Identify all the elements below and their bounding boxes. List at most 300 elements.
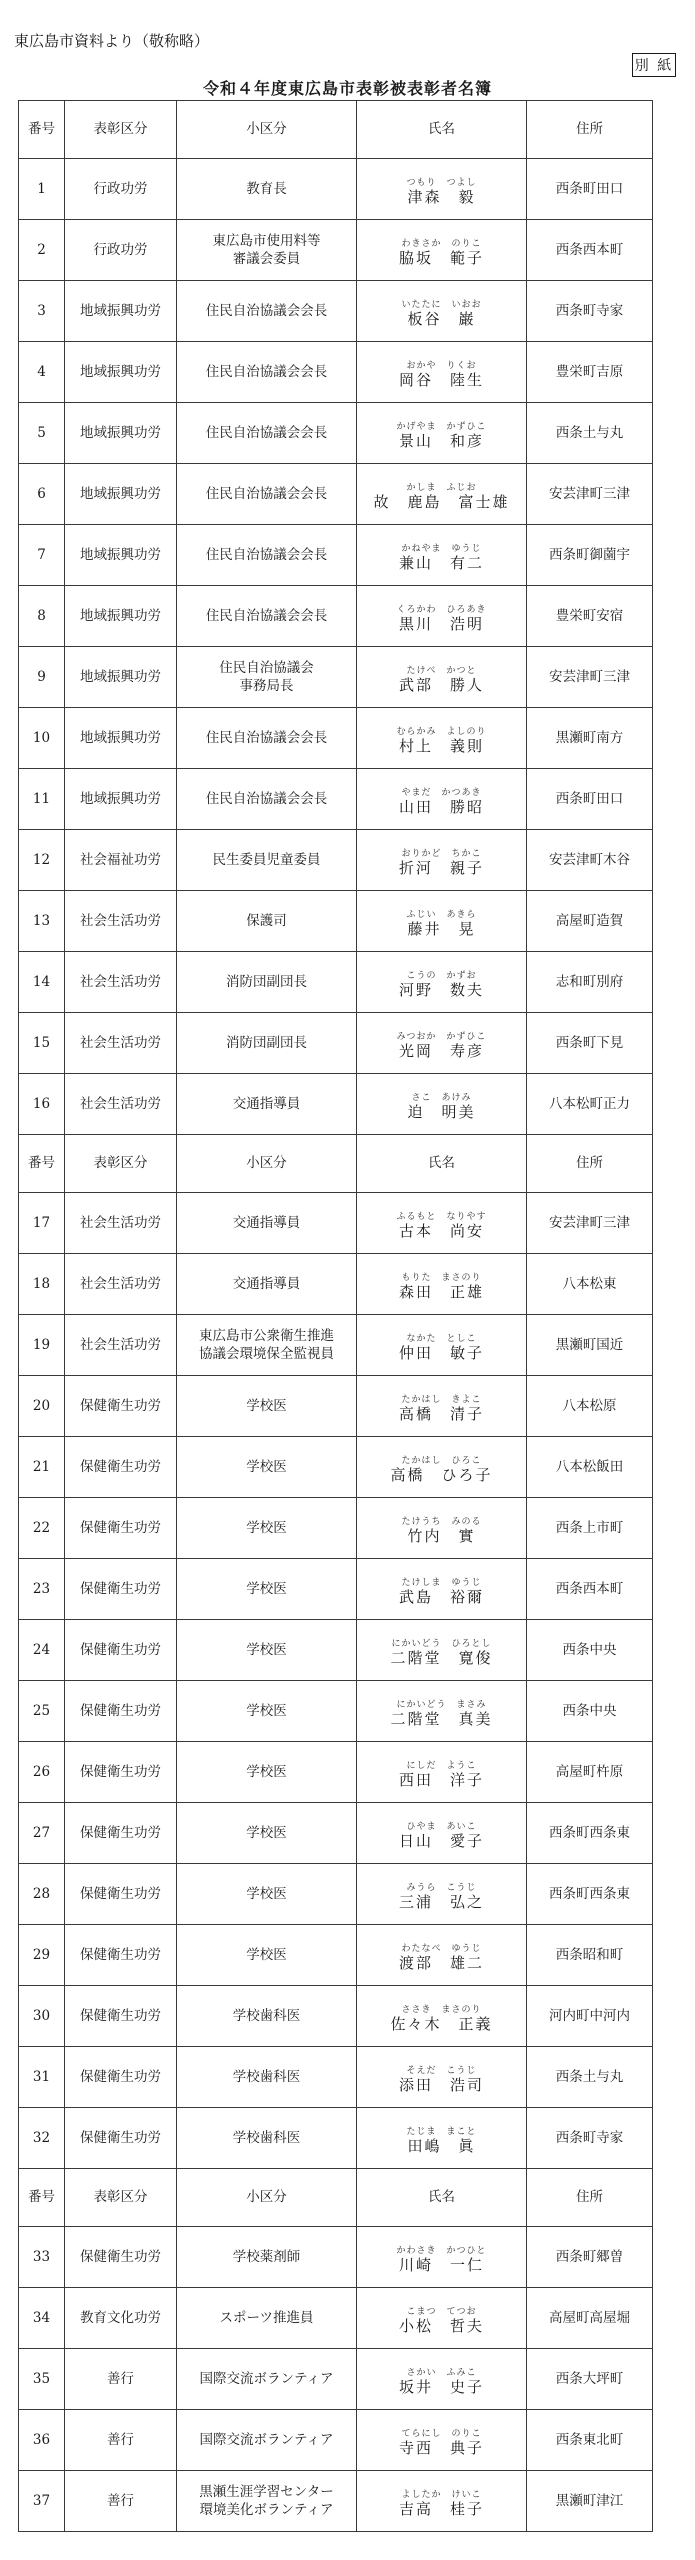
name-with-reading: [407, 1094, 475, 1120]
name-furigana: こうの かずお: [406, 971, 477, 982]
row-name-cell: [357, 1193, 527, 1254]
name-with-reading: [406, 179, 476, 205]
row-number: 4: [19, 342, 65, 403]
row-number: 27: [19, 1803, 65, 1864]
name-furigana: いたたに いおお: [401, 300, 482, 311]
name-furigana: てらにし のりこ: [401, 2429, 482, 2440]
name-furigana: やまだ かつあき: [401, 788, 482, 799]
row-address: 西条土与丸: [527, 2047, 653, 2108]
person-name: 兼山 有二: [398, 554, 484, 573]
row-subcategory: 交通指導員: [177, 1074, 357, 1135]
person-name: 仲田 敏子: [398, 1344, 484, 1363]
header-category: 表彰区分: [65, 2169, 177, 2227]
name-with-reading: [399, 1335, 484, 1361]
row-number: 30: [19, 1986, 65, 2047]
row-category: 地域振興功労: [65, 586, 177, 647]
person-name: 故 鹿島 富士雄: [373, 493, 510, 512]
row-category: 教育文化功労: [65, 2288, 177, 2349]
row-subcategory: 学校医: [177, 1742, 357, 1803]
row-address: 西条町西条東: [527, 1803, 653, 1864]
row-address: 西条大坪町: [527, 2349, 653, 2410]
row-number: 26: [19, 1742, 65, 1803]
name-with-reading: [399, 2369, 484, 2395]
row-address: 西条土与丸: [527, 403, 653, 464]
row-number: 1: [19, 159, 65, 220]
row-subcategory: 学校歯科医: [177, 2108, 357, 2169]
row-number: 35: [19, 2349, 65, 2410]
table-row: [19, 2471, 653, 2532]
row-number: 8: [19, 586, 65, 647]
person-name: 村上 義則: [398, 737, 484, 756]
row-category: 地域振興功労: [65, 708, 177, 769]
name-furigana: つもり つよし: [406, 178, 477, 189]
table-row: [19, 1437, 653, 1498]
header-subcategory: 小区分: [177, 101, 357, 159]
row-number: 16: [19, 1074, 65, 1135]
name-with-reading: [399, 972, 484, 998]
table-row: [19, 1620, 653, 1681]
header-category: 表彰区分: [65, 1135, 177, 1193]
name-with-reading: [396, 1213, 486, 1239]
table-header-row: [19, 1135, 653, 1193]
name-with-reading: [399, 1274, 484, 1300]
table-row: [19, 2288, 653, 2349]
name-furigana: ふじい あきら: [406, 910, 477, 921]
name-with-reading: [399, 545, 484, 571]
table-row: [19, 1376, 653, 1437]
table-row: [19, 1074, 653, 1135]
row-address: 西条東北町: [527, 2410, 653, 2471]
row-category: 保健衛生功労: [65, 1376, 177, 1437]
row-name-cell: [357, 1620, 527, 1681]
row-address: 黒瀬町国近: [527, 1315, 653, 1376]
row-name-cell: [357, 1074, 527, 1135]
row-category: 保健衛生功労: [65, 1498, 177, 1559]
row-address: 黒瀬町津江: [527, 2471, 653, 2532]
row-subcategory: 学校歯科医: [177, 2047, 357, 2108]
name-with-reading: [399, 2491, 484, 2517]
row-address: 八本松町正力: [527, 1074, 653, 1135]
name-with-reading: [399, 1396, 484, 1422]
table-row: [19, 952, 653, 1013]
table-row: [19, 586, 653, 647]
person-name: 西田 洋子: [398, 1771, 484, 1790]
table-row: [19, 2410, 653, 2471]
row-category: 社会生活功労: [65, 891, 177, 952]
row-name-cell: [357, 1315, 527, 1376]
row-address: 高屋町杵原: [527, 1742, 653, 1803]
row-category: 社会生活功労: [65, 1193, 177, 1254]
row-category: 保健衛生功労: [65, 2047, 177, 2108]
name-with-reading: [406, 2128, 476, 2154]
name-furigana: そえだ こうじ: [406, 2066, 477, 2077]
person-name: 山田 勝昭: [398, 798, 484, 817]
name-furigana: かげやま かずひこ: [396, 422, 487, 433]
table-row: [19, 2108, 653, 2169]
row-subcategory: 住民自治協議会会長: [177, 769, 357, 830]
name-furigana: ささき まさのり: [401, 2005, 482, 2016]
row-subcategory: 学校医: [177, 1681, 357, 1742]
header-name: 氏名: [357, 2169, 527, 2227]
row-address: 西条町郷曽: [527, 2227, 653, 2288]
header-name: 氏名: [357, 1135, 527, 1193]
name-with-reading: [399, 362, 484, 388]
person-name: 脇坂 範子: [398, 249, 484, 268]
table-row: [19, 159, 653, 220]
name-with-reading: [399, 850, 484, 876]
row-category: 地域振興功労: [65, 403, 177, 464]
name-furigana: むらかみ よしのり: [396, 727, 487, 738]
row-category: 保健衛生功労: [65, 1986, 177, 2047]
row-number: 37: [19, 2471, 65, 2532]
name-with-reading: [399, 1945, 484, 1971]
row-address: 安芸津町三津: [527, 1193, 653, 1254]
row-address: 西条西本町: [527, 220, 653, 281]
name-furigana: たかはし きよこ: [401, 1395, 482, 1406]
row-category: 地域振興功労: [65, 464, 177, 525]
row-name-cell: [357, 403, 527, 464]
row-category: 保健衛生功労: [65, 1864, 177, 1925]
row-subcategory: 学校医: [177, 1498, 357, 1559]
row-number: 9: [19, 647, 65, 708]
row-name-cell: [357, 2108, 527, 2169]
row-subcategory: 住民自治協議会会長: [177, 403, 357, 464]
person-name: 二階堂 真美: [390, 1710, 493, 1729]
person-name: 添田 浩司: [398, 2076, 484, 2095]
table-row: [19, 1013, 653, 1074]
name-with-reading: [401, 1518, 481, 1544]
person-name: 竹内 實: [407, 1527, 476, 1546]
name-with-reading: [390, 1701, 492, 1727]
row-category: 保健衛生功労: [65, 1681, 177, 1742]
row-number: 20: [19, 1376, 65, 1437]
name-furigana: よしたか けいこ: [401, 2490, 482, 2501]
row-subcategory: 住民自治協議会 事務局長: [177, 647, 357, 708]
row-number: 5: [19, 403, 65, 464]
name-furigana: みつおか かずひこ: [396, 1032, 487, 1043]
name-with-reading: [390, 1640, 492, 1666]
row-name-cell: [357, 2410, 527, 2471]
row-subcategory: 交通指導員: [177, 1193, 357, 1254]
row-name-cell: [357, 1376, 527, 1437]
table-row: [19, 220, 653, 281]
row-subcategory: 民生委員児童委員: [177, 830, 357, 891]
person-name: 岡谷 陸生: [398, 371, 484, 390]
awardee-table: [18, 100, 653, 2532]
row-address: 豊栄町吉原: [527, 342, 653, 403]
row-address: 八本松東: [527, 1254, 653, 1315]
person-name: 武島 裕爾: [398, 1588, 484, 1607]
row-name-cell: [357, 1498, 527, 1559]
row-address: 西条中央: [527, 1620, 653, 1681]
person-name: 藤井 晃: [407, 920, 476, 939]
person-name: 高橋 清子: [398, 1405, 484, 1424]
row-address: 豊栄町安宿: [527, 586, 653, 647]
row-number: 33: [19, 2227, 65, 2288]
person-name: 佐々木 正義: [390, 2015, 493, 2034]
row-category: 社会生活功労: [65, 1254, 177, 1315]
row-name-cell: [357, 1681, 527, 1742]
name-furigana: くろかわ ひろあき: [396, 605, 487, 616]
name-furigana: さかい ふみこ: [406, 2368, 477, 2379]
row-category: 社会生活功労: [65, 1315, 177, 1376]
table-row: [19, 1742, 653, 1803]
name-with-reading: [399, 667, 484, 693]
row-category: 保健衛生功労: [65, 2108, 177, 2169]
row-address: 西条西本町: [527, 1559, 653, 1620]
name-furigana: こまつ てつお: [406, 2307, 477, 2318]
table-row: [19, 830, 653, 891]
row-subcategory: 学校医: [177, 1437, 357, 1498]
row-name-cell: [357, 464, 527, 525]
row-name-cell: [357, 1254, 527, 1315]
row-address: 西条上市町: [527, 1498, 653, 1559]
person-name: 景山 和彦: [398, 432, 484, 451]
row-name-cell: [357, 2227, 527, 2288]
name-with-reading: [390, 1457, 492, 1483]
table-row: [19, 2349, 653, 2410]
row-category: 保健衛生功労: [65, 1742, 177, 1803]
row-category: 社会生活功労: [65, 952, 177, 1013]
row-number: 31: [19, 2047, 65, 2108]
row-number: 2: [19, 220, 65, 281]
row-number: 28: [19, 1864, 65, 1925]
name-with-reading: [399, 1884, 484, 1910]
person-name: 津森 毅: [407, 188, 476, 207]
name-with-reading: [399, 240, 484, 266]
row-name-cell: [357, 2349, 527, 2410]
row-subcategory: 住民自治協議会会長: [177, 586, 357, 647]
table-row: [19, 891, 653, 952]
row-number: 13: [19, 891, 65, 952]
table-row: [19, 1986, 653, 2047]
name-furigana: ふるもと なりやす: [396, 1212, 487, 1223]
row-name-cell: [357, 159, 527, 220]
row-category: 社会福祉功労: [65, 830, 177, 891]
row-name-cell: [357, 220, 527, 281]
row-category: 保健衛生功労: [65, 1437, 177, 1498]
row-number: 18: [19, 1254, 65, 1315]
person-name: 三浦 弘之: [398, 1893, 484, 1912]
row-number: 7: [19, 525, 65, 586]
row-name-cell: [357, 891, 527, 952]
row-subcategory: 学校医: [177, 1925, 357, 1986]
table-row: [19, 2047, 653, 2108]
person-name: 吉高 桂子: [398, 2500, 484, 2519]
row-category: 善行: [65, 2349, 177, 2410]
name-with-reading: [399, 1762, 484, 1788]
row-category: 保健衛生功労: [65, 1559, 177, 1620]
row-address: 志和町別府: [527, 952, 653, 1013]
row-number: 36: [19, 2410, 65, 2471]
name-furigana: にしだ ようこ: [406, 1761, 477, 1772]
person-name: 森田 正雄: [398, 1283, 484, 1302]
row-subcategory: 東広島市使用料等 審議会委員: [177, 220, 357, 281]
table-row: [19, 281, 653, 342]
name-furigana: かねやま ゆうじ: [401, 544, 482, 555]
header-name: 氏名: [357, 101, 527, 159]
row-name-cell: [357, 281, 527, 342]
name-furigana: にかいどう まさみ: [396, 1700, 487, 1711]
row-name-cell: [357, 952, 527, 1013]
row-category: 社会生活功労: [65, 1074, 177, 1135]
row-category: 行政功労: [65, 159, 177, 220]
table-row: [19, 525, 653, 586]
name-furigana: わたなべ ゆうじ: [401, 1944, 482, 1955]
row-address: 安芸津町木谷: [527, 830, 653, 891]
row-number: 21: [19, 1437, 65, 1498]
row-subcategory: 学校医: [177, 1620, 357, 1681]
person-name: 坂井 史子: [398, 2378, 484, 2397]
row-name-cell: [357, 525, 527, 586]
row-name-cell: [357, 1559, 527, 1620]
row-subcategory: 住民自治協議会会長: [177, 464, 357, 525]
row-subcategory: スポーツ推進員: [177, 2288, 357, 2349]
name-with-reading: [396, 728, 486, 754]
row-name-cell: [357, 647, 527, 708]
row-number: 32: [19, 2108, 65, 2169]
row-subcategory: 国際交流ボランティア: [177, 2410, 357, 2471]
row-name-cell: [357, 769, 527, 830]
name-furigana: みうら こうじ: [406, 1883, 477, 1894]
row-subcategory: 消防団副団長: [177, 1013, 357, 1074]
row-name-cell: [357, 1437, 527, 1498]
row-subcategory: 消防団副団長: [177, 952, 357, 1013]
name-with-reading: [401, 301, 481, 327]
row-name-cell: [357, 2471, 527, 2532]
row-name-cell: [357, 708, 527, 769]
row-category: 地域振興功労: [65, 342, 177, 403]
header-number: 番号: [19, 1135, 65, 1193]
table-row: [19, 647, 653, 708]
row-category: 善行: [65, 2471, 177, 2532]
row-name-cell: [357, 342, 527, 403]
person-name: 二階堂 寛俊: [390, 1649, 493, 1668]
table-row: [19, 1681, 653, 1742]
row-subcategory: 住民自治協議会会長: [177, 342, 357, 403]
table-row: [19, 1498, 653, 1559]
header-address: 住所: [527, 2169, 653, 2227]
row-category: 保健衛生功労: [65, 1620, 177, 1681]
row-subcategory: 住民自治協議会会長: [177, 708, 357, 769]
person-name: 光岡 寿彦: [398, 1042, 484, 1061]
person-name: 田嶋 眞: [407, 2137, 476, 2156]
row-address: 高屋町高屋堀: [527, 2288, 653, 2349]
row-address: 西条町寺家: [527, 281, 653, 342]
row-address: 西条町西条東: [527, 1864, 653, 1925]
row-subcategory: 学校医: [177, 1864, 357, 1925]
row-subcategory: 黒瀬生涯学習センター 環境美化ボランティア: [177, 2471, 357, 2532]
row-address: 西条町下見: [527, 1013, 653, 1074]
row-address: 西条町田口: [527, 769, 653, 830]
row-subcategory: 国際交流ボランティア: [177, 2349, 357, 2410]
person-name: 板谷 巌: [407, 310, 476, 329]
name-furigana: かわさき かつひと: [396, 2246, 487, 2257]
table-row: [19, 342, 653, 403]
name-with-reading: [399, 2430, 484, 2456]
annex-label: 別 紙: [632, 53, 676, 77]
name-furigana: たけうち みのる: [401, 1517, 482, 1528]
person-name: 川崎 一仁: [398, 2256, 484, 2275]
row-number: 15: [19, 1013, 65, 1074]
table-row: [19, 1254, 653, 1315]
name-furigana: なかた としこ: [406, 1334, 477, 1345]
row-category: 善行: [65, 2410, 177, 2471]
name-with-reading: [399, 789, 484, 815]
row-address: 黒瀬町南方: [527, 708, 653, 769]
row-subcategory: 交通指導員: [177, 1254, 357, 1315]
row-category: 保健衛生功労: [65, 2227, 177, 2288]
row-name-cell: [357, 830, 527, 891]
person-name: 渡部 雄二: [398, 1954, 484, 1973]
header-number: 番号: [19, 101, 65, 159]
row-category: 行政功労: [65, 220, 177, 281]
header-number: 番号: [19, 2169, 65, 2227]
awardee-table-body: [19, 101, 653, 2532]
row-name-cell: [357, 1864, 527, 1925]
person-name: 河野 数夫: [398, 981, 484, 1000]
header-subcategory: 小区分: [177, 1135, 357, 1193]
name-with-reading: [399, 2308, 484, 2334]
row-address: 西条町寺家: [527, 2108, 653, 2169]
name-furigana: おかや りくお: [406, 361, 477, 372]
table-header-row: [19, 101, 653, 159]
name-with-reading: [396, 2247, 486, 2273]
row-number: 19: [19, 1315, 65, 1376]
row-subcategory: 学校歯科医: [177, 1986, 357, 2047]
name-with-reading: [390, 2006, 492, 2032]
row-address: 西条町田口: [527, 159, 653, 220]
person-name: 黒川 浩明: [398, 615, 484, 634]
row-number: 17: [19, 1193, 65, 1254]
table-row: [19, 1925, 653, 1986]
row-subcategory: 教育長: [177, 159, 357, 220]
table-row: [19, 1193, 653, 1254]
row-category: 保健衛生功労: [65, 1803, 177, 1864]
row-name-cell: [357, 1803, 527, 1864]
person-name: 日山 愛子: [398, 1832, 484, 1851]
source-note: 東広島市資料より（敬称略）: [14, 32, 210, 50]
row-address: 八本松原: [527, 1376, 653, 1437]
row-name-cell: [357, 1986, 527, 2047]
row-number: 6: [19, 464, 65, 525]
table-row: [19, 1803, 653, 1864]
row-number: 14: [19, 952, 65, 1013]
name-furigana: たじま まこと: [406, 2127, 477, 2138]
row-category: 社会生活功労: [65, 1013, 177, 1074]
table-row: [19, 1864, 653, 1925]
person-name: 寺西 典子: [398, 2439, 484, 2458]
row-subcategory: 保護司: [177, 891, 357, 952]
page-title: 令和４年度東広島市表彰被表彰者名簿: [202, 79, 492, 98]
table-row: [19, 403, 653, 464]
row-name-cell: [357, 2288, 527, 2349]
row-subcategory: 住民自治協議会会長: [177, 281, 357, 342]
table-header-row: [19, 2169, 653, 2227]
name-with-reading: [399, 1823, 484, 1849]
table-row: [19, 769, 653, 830]
row-category: 地域振興功労: [65, 769, 177, 830]
row-subcategory: 住民自治協議会会長: [177, 525, 357, 586]
person-name: 小松 哲夫: [398, 2317, 484, 2336]
row-address: 高屋町造賀: [527, 891, 653, 952]
row-number: 29: [19, 1925, 65, 1986]
table-row: [19, 464, 653, 525]
row-subcategory: 東広島市公衆衛生推進 協議会環境保全監視員: [177, 1315, 357, 1376]
row-address: 安芸津町三津: [527, 464, 653, 525]
row-number: 10: [19, 708, 65, 769]
name-furigana: さこ あけみ: [411, 1093, 472, 1104]
